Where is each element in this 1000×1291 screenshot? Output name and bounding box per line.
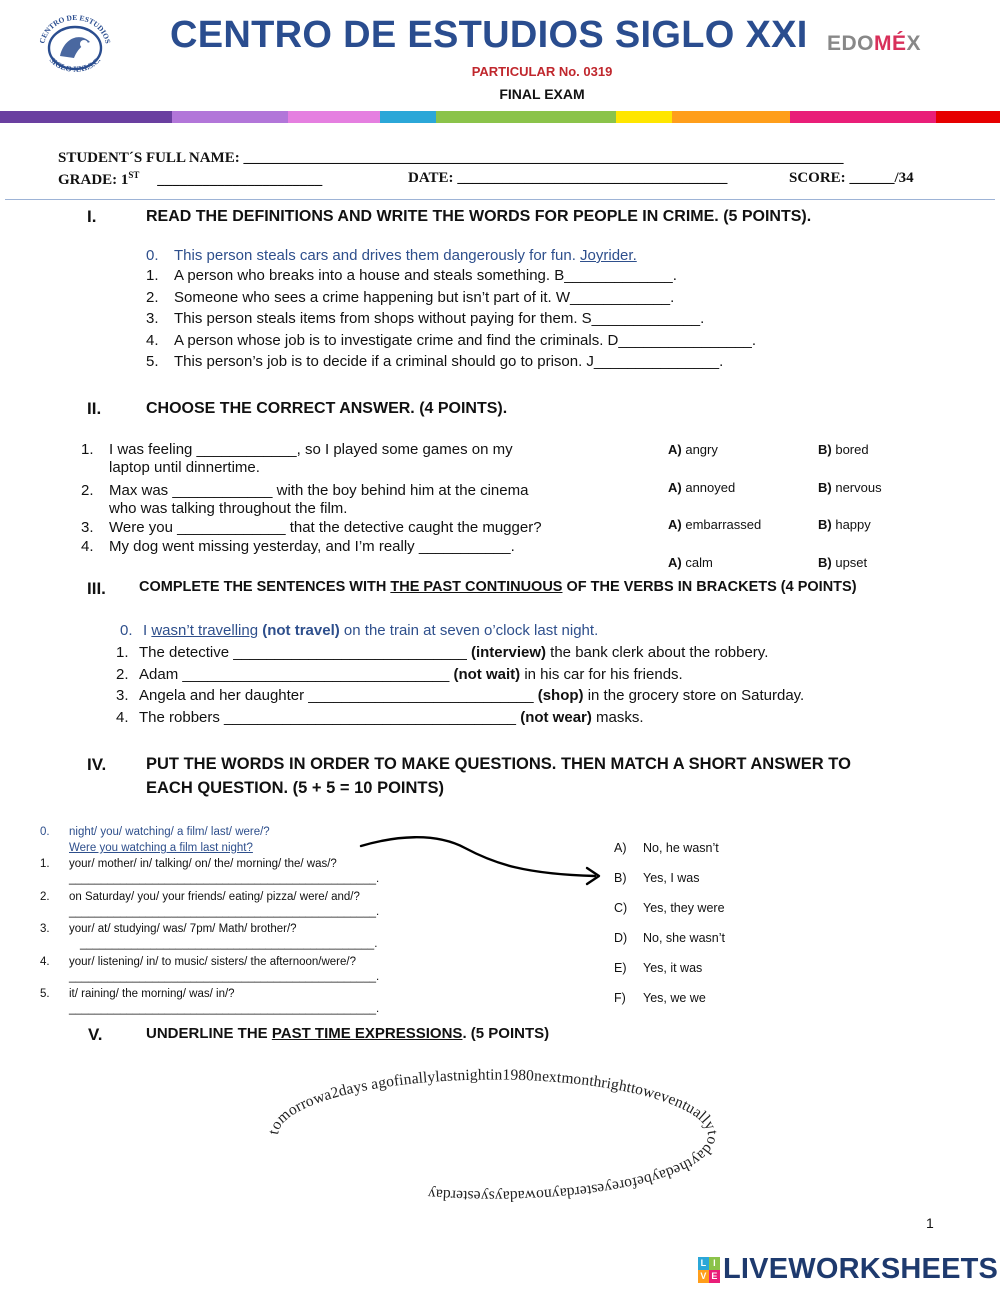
item-text: Angela and her daughter ___________________________ [139,687,534,705]
item-text-end: in the grocery store on Saturday. [587,687,805,705]
item-number: 1. [81,441,94,458]
question-item[interactable] [81,519,542,536]
option-letter: A) [668,517,682,532]
scramble-item [40,956,356,968]
item-text-continued: laptop until dinnertime. [109,459,260,476]
item-number: 1. [116,644,129,661]
edomex-logo: EDOMÉX [827,32,922,55]
matching-arrow [355,830,610,892]
item-text-end: masks. [596,709,644,727]
grade-field[interactable]: GRADE: 1ST ______________________ [58,170,323,188]
student-name-field[interactable]: STUDENT´S FULL NAME: ________________________________________________________________________________ [58,150,844,166]
option-text: happy [835,517,871,532]
option-b[interactable] [818,517,871,532]
item-number: 2. [146,288,159,306]
item-text-end: in his car for his friends. [524,665,683,683]
color-stripe [0,111,1000,123]
option-b[interactable] [818,555,867,570]
option-text: nervous [835,479,882,495]
item-number: 5. [40,988,50,1000]
item-words: your/ listening/ in/ to music/ sisters/ the afternoon/were/? [69,955,356,968]
item-number: 4. [146,331,159,349]
option-text: calm [685,554,713,570]
sentence-item[interactable] [116,644,768,661]
section-4-title-line1: PUT THE WORDS IN ORDER TO MAKE QUESTIONS. THEN MATCH A SHORT ANSWER TO [146,755,851,773]
item-verb: (not wear) [520,709,592,727]
section-1-example: 0. This person steals cars and drives them dangerously for fun. Joyrider. [146,247,637,264]
section-1-number: I. [87,207,97,226]
section-4-example-answer: Were you watching a film last night? [69,842,253,854]
item-words: it/ raining/ the morning/ was/ in/? [69,988,235,1000]
date-field[interactable]: DATE: ____________________________________ [408,170,728,186]
divider [5,199,995,200]
option-a[interactable] [668,517,761,532]
answer-text: No, she wasn’t [643,931,725,945]
item-number: 3. [116,687,129,705]
item-number: 4. [40,955,50,968]
item-number: 1. [40,858,50,870]
definition-item[interactable] [146,289,674,306]
item-text-end: the bank clerk about the robbery. [550,644,769,661]
short-answer[interactable] [614,991,706,1005]
sentence-item[interactable] [116,666,683,683]
answer-letter: D) [614,931,628,945]
answer-text: No, he wasn’t [643,841,719,855]
stripe-segment [172,111,288,123]
option-text: bored [835,442,869,457]
definition-item[interactable] [146,310,704,327]
item-words: on Saturday/ you/ your friends/ eating/ pizza/ were/ and/? [69,890,360,903]
scramble-item [40,858,337,870]
option-text: embarrassed [685,517,762,532]
svg-text:SIGLO XXI.S.C.: SIGLO XXI.S.C. [47,55,103,74]
item-words: your/ mother/ in/ talking/ on/ the/ morning/ the/ was/? [69,858,337,870]
short-answer[interactable] [614,871,700,885]
page-number: 1 [926,1215,934,1231]
answer-text: Yes, we we [643,991,706,1005]
item-text: The detective ____________________________ [139,644,467,661]
section-4-number: IV. [87,755,107,774]
answer-letter: A) [614,841,627,855]
item-number: 3. [81,519,94,536]
scramble-item [40,988,235,1000]
answer-text: Yes, they were [643,901,725,915]
option-letter: B) [818,554,832,570]
option-text: upset [835,554,868,570]
liveworksheets-badge-icon: L I V E [698,1257,720,1283]
question-item[interactable] [81,482,528,499]
item-verb: (not wait) [453,665,521,683]
answer-letter: C) [614,901,628,915]
stripe-segment [672,111,790,123]
item-text: My dog went missing yesterday, and I’m really ___________. [109,538,515,555]
item-text: A person who breaks into a house and steals something. B_____________. [174,267,677,284]
stripe-segment [380,111,436,123]
short-answer[interactable] [614,931,725,945]
item-number: 1. [146,267,159,284]
short-answer[interactable] [614,841,719,855]
item-text: Adam ________________________________ [139,665,450,683]
time-expressions-ring[interactable] [258,1060,728,1210]
item-text: Were you _____________ that the detective caught the mugger? [109,519,542,536]
answer-letter: E) [614,961,627,975]
answer-line[interactable]: ________________________________________________. [69,873,380,885]
definition-item[interactable] [146,267,677,284]
section-3-title: COMPLETE THE SENTENCES WITH THE PAST CONTINUOUS OF THE VERBS IN BRACKETS (4 POINTS) [139,579,857,595]
option-letter: A) [668,554,682,570]
item-number: 2. [81,482,94,499]
score-field[interactable]: SCORE: ______/34 [789,170,914,186]
item-number: 4. [116,709,129,727]
svg-text:tomorrowa2days agofinallylastn: tomorrowa2days agofinallylastnightin1980nextmonthrighttoweventuallytodaythedaybeforeyesterdaynowadaysyesterday [265,1066,722,1205]
item-number: 3. [40,923,50,935]
answer-line[interactable]: ________________________________________________. [69,970,380,983]
stripe-segment [936,111,1000,123]
item-verb: (interview) [470,644,546,661]
stripe-segment [616,111,672,123]
short-answer[interactable] [614,901,725,915]
section-2-number: II. [87,399,102,418]
answer-text: Yes, it was [643,961,703,975]
item-text-continued: who was talking throughout the film. [109,500,348,517]
stripe-segment [790,111,936,123]
answer-text: Yes, I was [643,871,700,885]
answer-letter: F) [614,991,626,1005]
option-text: annoyed [685,479,736,495]
item-text: A person whose job is to investigate crime and find the criminals. D________________. [174,331,757,349]
question-item[interactable] [81,441,513,458]
section-5-title: UNDERLINE THE PAST TIME EXPRESSIONS. (5 POINTS) [146,1025,550,1042]
sentence-item[interactable] [116,709,644,726]
option-letter: B) [818,442,832,457]
section-4-title-line2: EACH QUESTION. (5 + 5 = 10 POINTS) [146,779,444,797]
scramble-item [40,891,360,903]
section-3-example: 0. I wasn’t travelling (not travel) on the train at seven o’clock last night. [120,622,599,639]
section-1-title: READ THE DEFINITIONS AND WRITE THE WORDS FOR PEOPLE IN CRIME. (5 POINTS). [146,208,812,225]
short-answer[interactable] [614,961,702,975]
item-text: Someone who sees a crime happening but isn’t part of it. W____________. [174,288,675,306]
exam-title: FINAL EXAM [499,86,585,102]
particular-number: PARTICULAR No. 0319 [471,64,613,79]
option-letter: B) [818,479,832,495]
item-text: The robbers ___________________________________ [139,709,517,727]
liveworksheets-logo[interactable]: L I V E LIVEWORKSHEETS [698,1253,998,1286]
school-title: CENTRO DE ESTUDIOS SIGLO XXI [170,14,808,56]
item-number: 3. [146,310,159,327]
question-item[interactable] [81,538,515,555]
item-verb: (shop) [537,687,584,705]
section-3-number: III. [87,579,106,598]
item-text: This person’s job is to decide if a criminal should go to prison. J_______________. [174,353,724,370]
sentence-item[interactable] [116,687,804,704]
item-number: 4. [81,538,94,555]
answer-line[interactable]: ________________________________________________. [69,1003,380,1015]
section-4-example-words: 0. night/ you/ watching/ a film/ last/ were/? [40,826,270,838]
svg-text:CENTRO DE ESTUDIOS: CENTRO DE ESTUDIOS [37,14,113,45]
definition-item[interactable] [146,353,723,370]
item-number: 2. [116,665,129,683]
option-a[interactable] [668,442,718,457]
item-words: your/ at/ studying/ was/ 7pm/ Math/ brother/? [69,923,297,935]
stripe-segment [436,111,616,123]
answer-line[interactable]: ______________________________________________. [80,938,378,950]
item-text: This person steals items from shops without paying for them. S_____________. [174,310,705,327]
section-2-title: CHOOSE THE CORRECT ANSWER. (4 POINTS). [146,400,508,417]
item-text: Max was ____________ with the boy behind him at the cinema [109,482,529,499]
stripe-segment [0,111,172,123]
item-number: 2. [40,890,50,903]
option-b[interactable] [818,442,869,457]
option-letter: B) [818,517,832,532]
item-number: 5. [146,353,159,370]
answer-line[interactable]: ________________________________________________. [69,905,380,918]
scramble-item [40,923,297,935]
option-letter: A) [668,479,682,495]
definition-item[interactable] [146,332,756,349]
option-letter: A) [668,442,682,457]
option-text: angry [685,442,718,457]
option-a[interactable] [668,480,735,495]
stripe-segment [288,111,380,123]
answer-letter: B) [614,871,627,885]
section-5-number: V. [88,1025,103,1044]
option-a[interactable] [668,555,713,570]
option-b[interactable] [818,480,882,495]
item-text: I was feeling ____________, so I played some games on my [109,441,513,458]
